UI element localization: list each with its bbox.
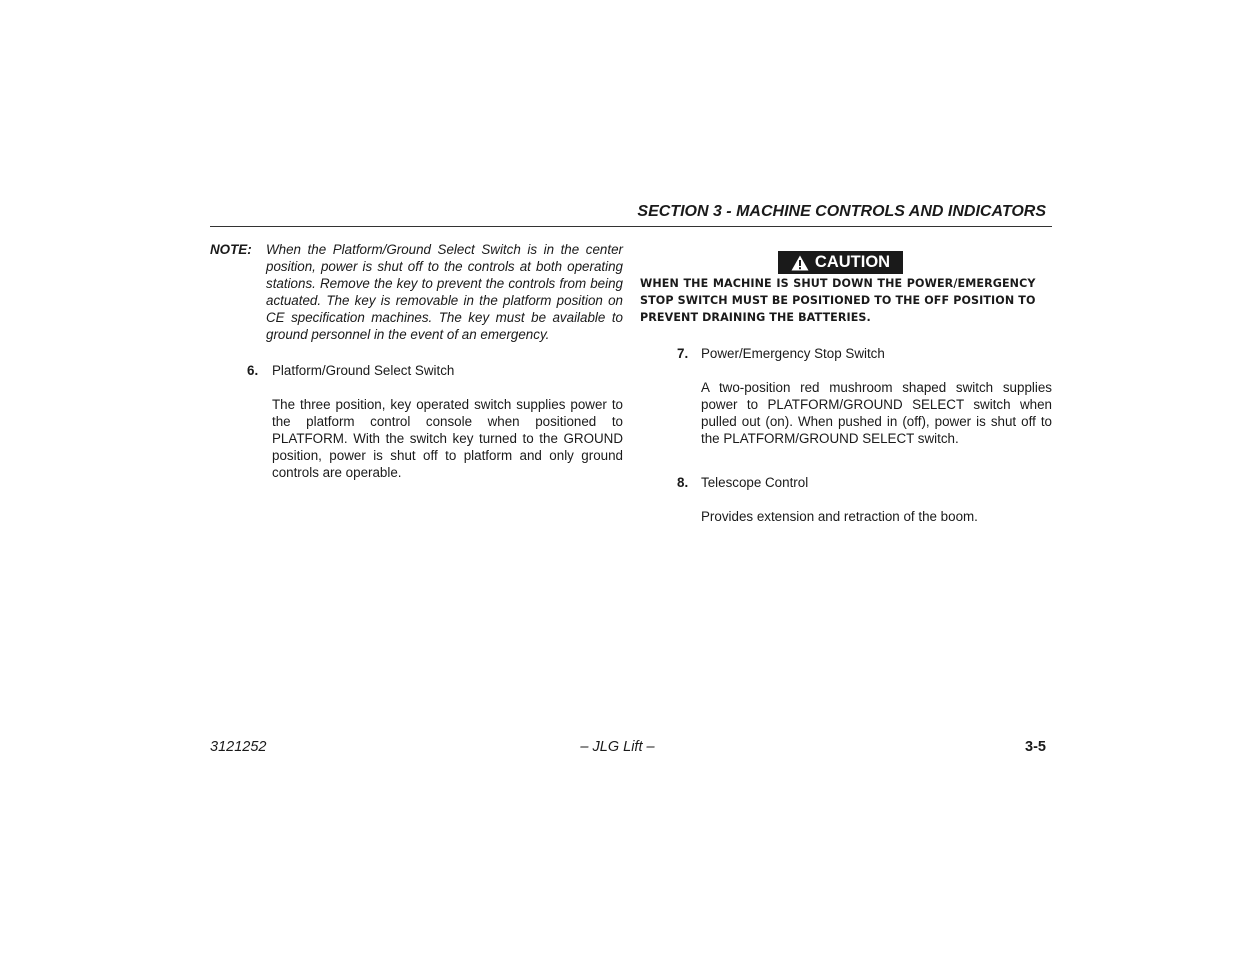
page-number: 3-5	[1025, 739, 1046, 755]
note-text: When the Platform/Ground Select Switch is in the center position, power is shut off to the controls at both operating stations. Remove the key to prevent the controls from being actuated. The key is removable in the platform position on CE specification machines. The key must be available to ground personnel in the event of an emergency.	[266, 242, 623, 343]
item-title: Telescope Control	[701, 475, 809, 490]
item-body: Provides extension and retraction of the boom.	[701, 509, 978, 524]
section-title: SECTION 3 - MACHINE CONTROLS AND INDICATORS	[637, 203, 1046, 220]
item-body: A two-position red mushroom shaped switch supplies power to PLATFORM/GROUND SELECT switch when pulled out (on). When pushed in (off), power is shut off to the PLATFORM/GROUND SELECT switch.	[701, 380, 1052, 447]
header-rule	[210, 226, 1052, 227]
item-body: The three position, key operated switch supplies power to the platform control console when positioned to PLATFORM. With the switch key turned to the GROUND position, power is shut off to platform and only ground controls are operable.	[272, 397, 623, 481]
item-number: 8.	[677, 475, 689, 490]
item-number: 6.	[247, 363, 259, 378]
warning-triangle-icon	[791, 255, 809, 271]
item-number: 7.	[677, 346, 689, 361]
item-title: Power/Emergency Stop Switch	[701, 346, 885, 361]
caution-banner	[778, 251, 903, 274]
note-label: NOTE:	[210, 242, 252, 257]
caution-text: WHEN THE MACHINE IS SHUT DOWN THE POWER/EMERGENCY STOP SWITCH MUST BE POSITIONED TO THE OFF POSITION TO PREVENT DRAINING THE BATTERIES.	[640, 276, 1036, 325]
item-title: Platform/Ground Select Switch	[272, 363, 455, 378]
brand-footer: – JLG Lift –	[580, 739, 655, 755]
doc-number: 3121252	[210, 739, 267, 755]
caution-label: CAUTION	[814, 253, 891, 271]
